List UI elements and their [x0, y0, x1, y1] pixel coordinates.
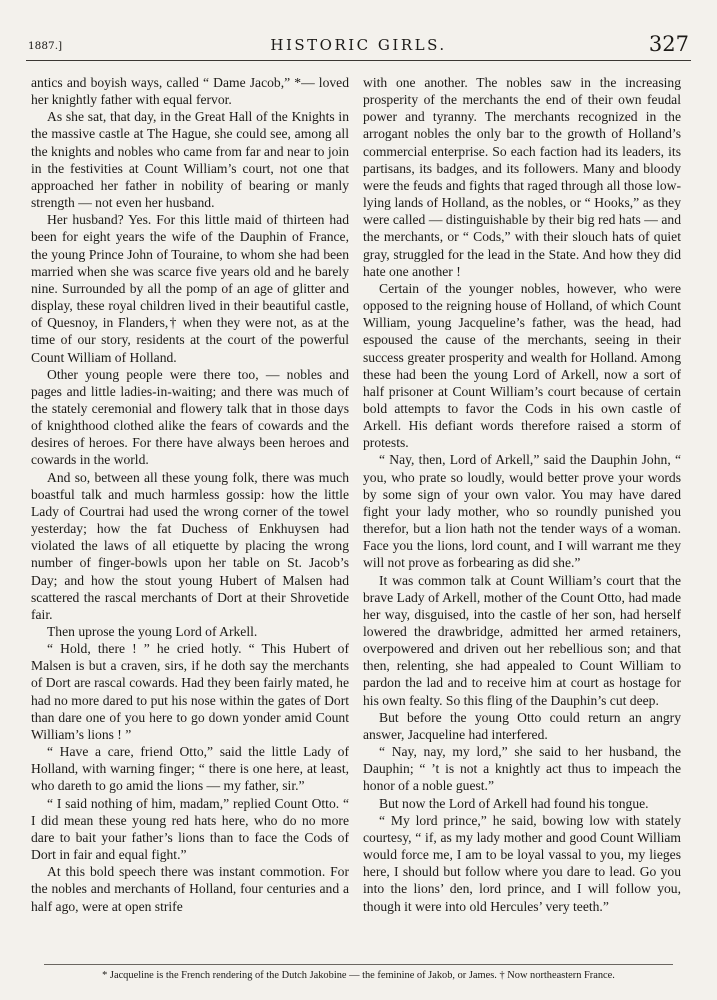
- paragraph: Then uprose the young Lord of Arkell.: [47, 624, 258, 639]
- paragraph: Certain of the younger nobles, however, who were opposed to the reigning house of Holland, of which Count William, young Jacqueline’s father, was the head, had espoused the cause of the merchants, seeing in their success greater prosperity and wealth for Holland. Among these had been the young Lord of Arkell, now a sort of half prisoner at Count William’s court because of certain bold attempts to favor the Cods in his own castle of Arkell. His defiant words therefore raised a storm of protests.: [363, 280, 681, 451]
- paragraph: At this bold speech there was instant commotion. For the nobles and merchants of Holland, four centuries and a half ago, were at open strife: [31, 864, 349, 914]
- paragraph: “ Nay, then, Lord of Arkell,” said the Dauphin John, “ you, who prate so loudly, would better prove your words by some sign of your own valor. You may have dared fight your lady mother, who so roundly punished you therefor, but a lion hath not the tender ways of a woman. Face you the lions, lord count, and I will warrant me they will not prove as forbearing as did she.”: [363, 452, 681, 571]
- footnote-rule: [44, 964, 673, 965]
- paragraph: And so, between all these young folk, there was much boastful talk and much harmless gossip: how the little Lady of Courtrai had used the wrong corner of the towel yesterday; how the fat Duchess of Enkhuysen had violated the laws of all etiquette by placing the wrong number of finger-bowls upon her table on St. Jacob’s Day; and how the stout young Hubert of Malsen had scattered the rascal merchants of Dort at their Shrovetide fair.: [31, 469, 349, 622]
- right-column: [363, 74, 681, 962]
- paragraph: “ Nay, nay, my lord,” she said to her husband, the Dauphin; “ ’t is not a knightly act thus to impeach the honor of a noble guest.”: [363, 744, 681, 794]
- paragraph: with one another. The nobles saw in the increasing prosperity of the merchants the end of their own feudal power and tyranny. The merchants recognized in the arrogant nobles the only bar to the growth of Holland’s commercial enterprise. So each faction had its leaders, its partisans, its badges, and its followers. Many and bloody were the feuds and fights that raged through all those low-lying lands of Holland, as the nobles, or “ Hooks,” as they were called — distinguishable by their big red hats — and the merchants, or “ Cods,” with their slouch hats of quiet gray, struggled for the lead in the State. And how they did hate one another !: [363, 75, 681, 279]
- paragraph: But before the young Otto could return an angry answer, Jacqueline had interfered.: [363, 709, 681, 742]
- paragraph: antics and boyish ways, called “ Dame Jacob,” *— loved her knightly father with equal fervor.: [31, 75, 349, 108]
- footnote: * Jacqueline is the French rendering of the Dutch Jakobine — the feminine of Jakob, or James. † Now northeastern France.: [102, 970, 615, 981]
- header-title: HISTORIC GIRLS.: [270, 36, 447, 54]
- paragraph: “ Have a care, friend Otto,” said the little Lady of Holland, with warning finger; “ there is one here, at least, who dareth to go amid the lions — my father, sir.”: [31, 744, 349, 794]
- paragraph: “ I said nothing of him, madam,” replied Count Otto. “ I did mean these young red hats here, who do no more dare to bait your father’s lions than to face the Cods of Dort in fair and equal fight.”: [31, 795, 349, 863]
- header-year: 1887.]: [28, 40, 63, 52]
- paragraph: As she sat, that day, in the Great Hall of the Knights in the massive castle at The Hague, she could see, among all the knights and nobles who came from far and near to join in the festivities at Count William’s court, not one that approached her father in nobility of bearing or manly strength — not even her husband.: [31, 109, 349, 211]
- running-header: [26, 34, 691, 61]
- page-number: 327: [648, 32, 689, 56]
- paragraph: Her husband? Yes. For this little maid of thirteen had been for eight years the wife of the Dauphin of France, the young Prince John of Touraine, to whom she had been married when she was scarce five years old and he barely nine. Surrounded by all the pomp of an age of glitter and display, these royal children lived in their beautiful castle, of Quesnoy, in Flanders,† when they were not, as at the time of our story, residents at the court of the powerful Count William of Holland.: [31, 212, 349, 365]
- paragraph: Other young people were there too, — nobles and pages and little ladies-in-waiting; and there was much of the stately ceremonial and flowery talk that in those days of knighthood clothed alike the fears of cowards and the desires of heroes. For there have always been heroes and cowards in the world.: [31, 366, 349, 468]
- paragraph: It was common talk at Count William’s court that the brave Lady of Arkell, mother of the Count Otto, had made her way, disguised, into the castle of her son, had herself lowered the drawbridge, admitted her armed retainers, overpowered and driven out her rebellious son; and that then, relenting, she had appealed to Count William to pardon the lad and to receive him at court as hostage for his own fealty. So this fling of the Dauphin’s cut deep.: [363, 572, 681, 708]
- paragraph: “ Hold, there ! ” he cried hotly. “ This Hubert of Malsen is but a craven, sirs, if he doth say the merchants of Dort are rascal cowards. Had they been fairly mated, he had no more dared to put his nose within the gates of Dort than dare one of you here to go down yonder amid Count William’s lions ! ”: [31, 641, 349, 742]
- left-column: [31, 74, 349, 962]
- paragraph: “ My lord prince,” he said, bowing low with stately courtesy, “ if, as my lady mother and good Count William would force me, I am to be loyal vassal to you, my lieges here, I should but follow where you dare to lead. Go you into the lions’ den, lord prince, and I will follow you, though it were into old Hercules’ very teeth.”: [363, 812, 681, 914]
- paragraph: But now the Lord of Arkell had found his tongue.: [379, 795, 649, 811]
